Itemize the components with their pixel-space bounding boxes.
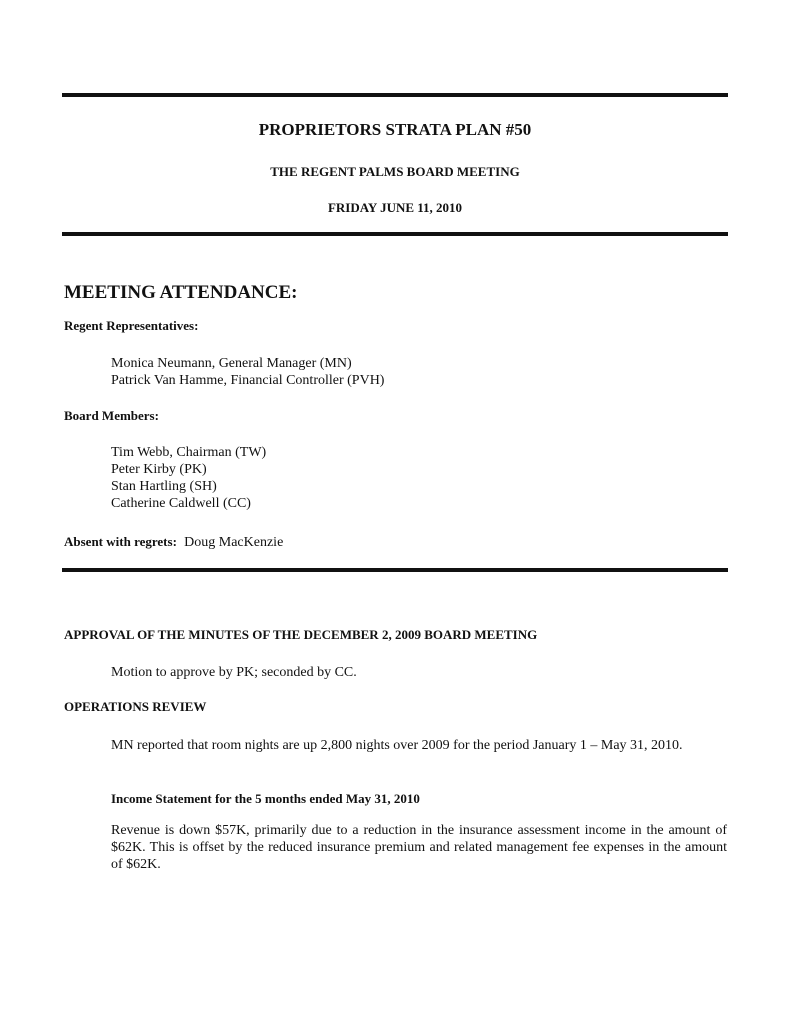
minutes-heading: APPROVAL OF THE MINUTES OF THE DECEMBER 2, 2009 BOARD MEETING xyxy=(64,627,538,642)
operations-text: MN reported that room nights are up 2,800 nights over 2009 for the period January 1 – May 31, 2010. xyxy=(111,738,683,753)
header-rule xyxy=(62,232,728,236)
list-item: Peter Kirby (PK) xyxy=(111,462,207,477)
attendance-rule xyxy=(62,568,728,572)
regent-label: Regent Representatives: xyxy=(64,318,199,333)
list-item: Catherine Caldwell (CC) xyxy=(111,496,251,511)
list-item: Patrick Van Hamme, Financial Controller (PVH) xyxy=(111,373,385,388)
list-item: Monica Neumann, General Manager (MN) xyxy=(111,356,352,371)
top-rule xyxy=(62,93,728,97)
board-members-list xyxy=(111,444,266,512)
minutes-text: Motion to approve by PK; seconded by CC. xyxy=(111,665,357,680)
income-heading: Income Statement for the 5 months ended May 31, 2010 xyxy=(111,791,420,806)
income-text: Revenue is down $57K, primarily due to a reduction in the insurance assessment income in the amount of $62K. This is offset by the reduced insurance premium and related management fee expenses in the amount of $62K. xyxy=(111,823,727,872)
absent-line xyxy=(64,534,283,551)
regent-members-list xyxy=(111,355,384,389)
meeting-date: FRIDAY JUNE 11, 2010 xyxy=(327,200,463,215)
list-item: Tim Webb, Chairman (TW) xyxy=(111,445,267,460)
attendance-heading: MEETING ATTENDANCE: xyxy=(64,282,298,303)
document-title: PROPRIETORS STRATA PLAN #50 xyxy=(258,120,532,139)
list-item: Stan Hartling (SH) xyxy=(111,479,217,494)
operations-heading: OPERATIONS REVIEW xyxy=(64,699,207,714)
absent-label: Absent with regrets: xyxy=(64,534,177,549)
meeting-name: THE REGENT PALMS BOARD MEETING xyxy=(270,164,520,179)
absent-names: Doug MacKenzie xyxy=(184,535,284,550)
board-label: Board Members: xyxy=(64,408,159,423)
